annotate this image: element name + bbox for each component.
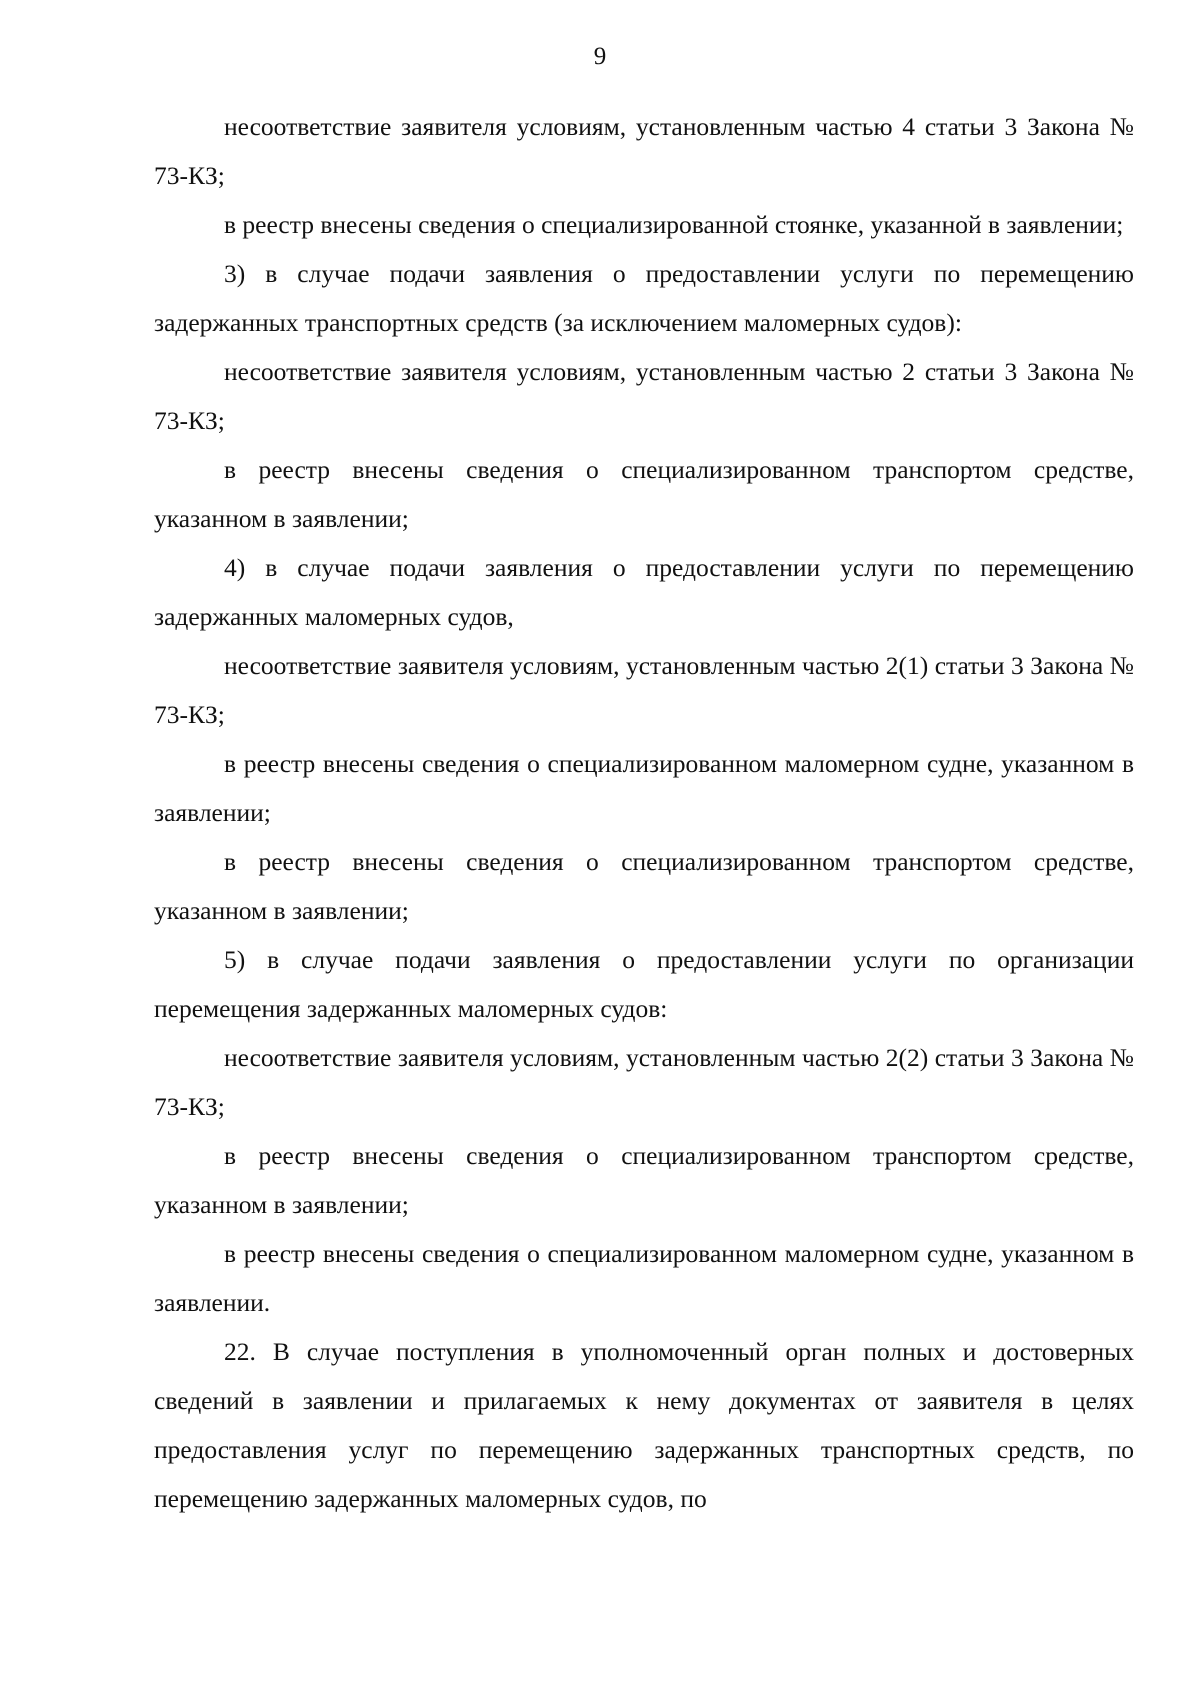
page-number: 9 <box>593 43 607 70</box>
paragraph-7: несоответствие заявителя условиям, установленным частью 2(1) статьи 3 Закона № 73-КЗ; <box>154 651 1134 729</box>
paragraph-13: в реестр внесены сведения о специализированном маломерном судне, указанном в заявлении. <box>154 1239 1134 1317</box>
paragraph-9: в реестр внесены сведения о специализированном транспортом средстве, указанном в заявлении; <box>154 847 1134 925</box>
paragraph-8: в реестр внесены сведения о специализированном маломерном судне, указанном в заявлении; <box>154 749 1134 827</box>
paragraph-6: 4) в случае подачи заявления о предоставлении услуги по перемещению задержанных маломерных судов, <box>154 553 1134 631</box>
paragraph-4: несоответствие заявителя условиям, установленным частью 2 статьи 3 Закона № 73-КЗ; <box>154 357 1134 435</box>
paragraph-1: несоответствие заявителя условиям, установленным частью 4 статьи 3 Закона № 73-КЗ; <box>154 112 1134 190</box>
paragraph-2: в реестр внесены сведения о специализированной стоянке, указанной в заявлении; <box>224 210 1124 239</box>
paragraph-10: 5) в случае подачи заявления о предоставлении услуги по организации перемещения задержанных маломерных судов: <box>154 945 1134 1023</box>
paragraph-12: в реестр внесены сведения о специализированном транспортом средстве, указанном в заявлении; <box>154 1141 1134 1219</box>
paragraph-14: 22. В случае поступления в уполномоченный орган полных и достоверных сведений в заявлении и прилагаемых к нему документах от заявителя в целях предоставления услуг по перемещению задержанных транспортных средств, по перемещению задержанных маломерных судов, по <box>154 1337 1134 1513</box>
paragraph-5: в реестр внесены сведения о специализированном транспортом средстве, указанном в заявлении; <box>154 455 1134 533</box>
document-body <box>154 102 1134 1523</box>
paragraph-11: несоответствие заявителя условиям, установленным частью 2(2) статьи 3 Закона № 73-КЗ; <box>154 1043 1134 1121</box>
paragraph-3: 3) в случае подачи заявления о предоставлении услуги по перемещению задержанных транспортных средств (за исключением маломерных судов): <box>154 259 1134 337</box>
